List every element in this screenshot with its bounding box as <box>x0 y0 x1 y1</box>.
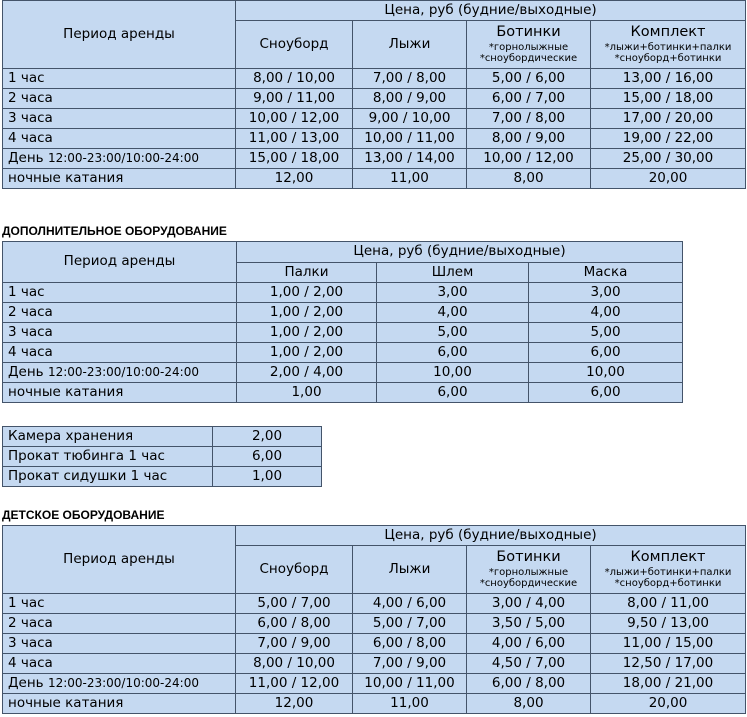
col-mask: Маска <box>529 263 683 283</box>
misc-row <box>3 467 322 487</box>
period-cell <box>3 89 236 109</box>
period-label: ночные катания <box>8 169 124 186</box>
table-row <box>3 303 683 323</box>
price-cell: 8,00 / 9,00 <box>467 129 591 149</box>
period-label: ночные катания <box>8 383 124 400</box>
price-cell: 20,00 <box>591 694 746 714</box>
misc-price: 2,00 <box>213 427 322 447</box>
col-title: Сноуборд <box>259 35 329 52</box>
period-label: День <box>8 674 44 691</box>
price-cell: 10,00 / 11,00 <box>353 674 467 694</box>
price-cell: 20,00 <box>591 169 746 189</box>
table-row <box>3 89 746 109</box>
kids-section-title: ДЕТСКОЕ ОБОРУДОВАНИЕ <box>2 508 165 522</box>
price-cell: 2,00 / 4,00 <box>237 363 377 383</box>
table-row <box>3 383 683 403</box>
price-cell: 8,00 / 9,00 <box>353 89 467 109</box>
table-row <box>3 594 746 614</box>
period-cell <box>3 323 237 343</box>
col-title: Комплект <box>630 24 706 41</box>
price-cell: 10,00 <box>377 363 529 383</box>
price-cell: 8,00 / 11,00 <box>591 594 746 614</box>
price-cell: 11,00 <box>353 169 467 189</box>
period-label: 2 часа <box>8 89 53 106</box>
period-cell <box>3 169 236 189</box>
period-label: 3 часа <box>8 323 53 340</box>
price-cell: 5,00 / 7,00 <box>236 594 353 614</box>
col-note: *горнолыжные <box>488 41 569 53</box>
misc-price: 6,00 <box>213 447 322 467</box>
price-cell: 12,00 <box>236 694 353 714</box>
price-cell: 13,00 / 14,00 <box>353 149 467 169</box>
period-cell <box>3 694 236 714</box>
price-cell: 3,00 <box>529 283 683 303</box>
misc-row <box>3 427 322 447</box>
price-cell: 15,00 / 18,00 <box>236 149 353 169</box>
price-cell: 6,00 / 8,00 <box>236 614 353 634</box>
price-cell: 8,00 / 10,00 <box>236 654 353 674</box>
period-label: День <box>8 363 44 380</box>
period-cell <box>3 303 237 323</box>
table-row <box>3 169 746 189</box>
price-cell: 6,00 / 8,00 <box>353 634 467 654</box>
price-cell: 5,00 / 7,00 <box>353 614 467 634</box>
table-row <box>3 149 746 169</box>
price-cell: 11,00 / 15,00 <box>591 634 746 654</box>
price-cell: 4,00 / 6,00 <box>353 594 467 614</box>
price-cell: 4,50 / 7,00 <box>467 654 591 674</box>
period-time: 12:00-23:00/10:00-24:00 <box>47 150 199 165</box>
col-snowboard <box>236 546 353 594</box>
price-cell: 11,00 / 13,00 <box>236 129 353 149</box>
col-title: Ботинки <box>496 549 561 566</box>
price-cell: 8,00 <box>467 694 591 714</box>
price-header: Цена, руб (будние/выходные) <box>236 526 746 546</box>
col-title: Ботинки <box>496 24 561 41</box>
price-cell: 19,00 / 22,00 <box>591 129 746 149</box>
price-cell: 12,00 <box>236 169 353 189</box>
period-cell <box>3 634 236 654</box>
period-cell <box>3 383 237 403</box>
col-boots <box>467 21 591 69</box>
price-cell: 1,00 / 2,00 <box>237 343 377 363</box>
period-label: ночные катания <box>8 694 124 711</box>
period-label: 3 часа <box>8 109 53 126</box>
col-note: *сноубордические <box>479 53 578 65</box>
price-cell: 1,00 <box>237 383 377 403</box>
table-row <box>3 694 746 714</box>
period-cell <box>3 69 236 89</box>
table-row <box>3 109 746 129</box>
table-row <box>3 634 746 654</box>
table-row <box>3 323 683 343</box>
period-label: 2 часа <box>8 303 53 320</box>
price-cell: 10,00 <box>529 363 683 383</box>
price-cell: 6,00 <box>377 383 529 403</box>
col-note: *сноуборд+ботинки <box>614 53 722 65</box>
col-note: *лыжи+ботинки+палки <box>604 566 732 578</box>
period-cell <box>3 149 236 169</box>
price-cell: 1,00 / 2,00 <box>237 323 377 343</box>
misc-name: Прокат сидушки 1 час <box>3 467 213 487</box>
col-title: Комплект <box>630 549 706 566</box>
misc-name: Прокат тюбинга 1 час <box>3 447 213 467</box>
price-header: Цена, руб (будние/выходные) <box>236 1 746 21</box>
price-cell: 1,00 / 2,00 <box>237 283 377 303</box>
period-label: 2 часа <box>8 614 53 631</box>
price-cell: 8,00 / 10,00 <box>236 69 353 89</box>
period-label: 4 часа <box>8 129 53 146</box>
price-cell: 4,00 <box>529 303 683 323</box>
col-set <box>591 546 746 594</box>
period-cell <box>3 614 236 634</box>
price-cell: 4,00 <box>377 303 529 323</box>
table-row <box>3 363 683 383</box>
period-label: День <box>8 149 44 166</box>
price-cell: 5,00 <box>529 323 683 343</box>
main-price-table <box>2 0 746 189</box>
period-cell <box>3 674 236 694</box>
price-cell: 10,00 / 11,00 <box>353 129 467 149</box>
price-cell: 25,00 / 30,00 <box>591 149 746 169</box>
col-skis <box>353 21 467 69</box>
price-cell: 7,00 / 9,00 <box>353 654 467 674</box>
price-cell: 6,00 <box>529 383 683 403</box>
price-cell: 5,00 <box>377 323 529 343</box>
extra-section-title: ДОПОЛНИТЕЛЬНОЕ ОБОРУДОВАНИЕ <box>2 224 227 238</box>
col-note: *сноубордические <box>479 578 578 590</box>
price-cell: 9,00 / 10,00 <box>353 109 467 129</box>
price-cell: 3,00 / 4,00 <box>467 594 591 614</box>
price-cell: 4,00 / 6,00 <box>467 634 591 654</box>
price-cell: 15,00 / 18,00 <box>591 89 746 109</box>
price-cell: 6,00 / 7,00 <box>467 89 591 109</box>
price-cell: 3,50 / 5,00 <box>467 614 591 634</box>
table-row <box>3 129 746 149</box>
price-cell: 11,00 <box>353 694 467 714</box>
period-label: 1 час <box>8 69 45 86</box>
period-header: Период аренды <box>3 242 237 283</box>
period-header: Период аренды <box>3 1 236 69</box>
price-cell: 17,00 / 20,00 <box>591 109 746 129</box>
table-row <box>3 343 683 363</box>
col-note: *лыжи+ботинки+палки <box>604 41 732 53</box>
price-cell: 3,00 <box>377 283 529 303</box>
col-snowboard <box>236 21 353 69</box>
period-cell <box>3 343 237 363</box>
price-cell: 6,00 <box>529 343 683 363</box>
table-row <box>3 283 683 303</box>
col-title: Лыжи <box>388 35 431 52</box>
period-label: 1 час <box>8 594 45 611</box>
table-row <box>3 614 746 634</box>
price-cell: 11,00 / 12,00 <box>236 674 353 694</box>
period-cell <box>3 109 236 129</box>
period-label: 1 час <box>8 283 45 300</box>
price-cell: 7,00 / 8,00 <box>467 109 591 129</box>
price-cell: 8,00 <box>467 169 591 189</box>
misc-name: Камера хранения <box>3 427 213 447</box>
price-cell: 9,50 / 13,00 <box>591 614 746 634</box>
misc-price-table <box>2 426 322 487</box>
price-cell: 7,00 / 9,00 <box>236 634 353 654</box>
col-boots <box>467 546 591 594</box>
table-row <box>3 654 746 674</box>
extra-price-table <box>2 241 683 403</box>
col-note: *горнолыжные <box>488 566 569 578</box>
price-header: Цена, руб (будние/выходные) <box>237 242 683 263</box>
price-cell: 10,00 / 12,00 <box>467 149 591 169</box>
misc-row <box>3 447 322 467</box>
price-cell: 13,00 / 16,00 <box>591 69 746 89</box>
price-cell: 10,00 / 12,00 <box>236 109 353 129</box>
period-time: 12:00-23:00/10:00-24:00 <box>47 364 199 379</box>
price-cell: 6,00 <box>377 343 529 363</box>
period-label: 4 часа <box>8 654 53 671</box>
price-cell: 12,50 / 17,00 <box>591 654 746 674</box>
period-cell <box>3 129 236 149</box>
period-cell <box>3 363 237 383</box>
misc-price: 1,00 <box>213 467 322 487</box>
price-cell: 7,00 / 8,00 <box>353 69 467 89</box>
period-label: 4 часа <box>8 343 53 360</box>
table-row <box>3 69 746 89</box>
col-poles: Палки <box>237 263 377 283</box>
col-note: *сноуборд+ботинки <box>614 578 722 590</box>
col-title: Лыжи <box>388 560 431 577</box>
col-title: Сноуборд <box>259 560 329 577</box>
period-cell <box>3 594 236 614</box>
period-cell <box>3 654 236 674</box>
period-header: Период аренды <box>3 526 236 594</box>
col-skis <box>353 546 467 594</box>
price-cell: 6,00 / 8,00 <box>467 674 591 694</box>
col-set <box>591 21 746 69</box>
period-time: 12:00-23:00/10:00-24:00 <box>47 675 199 690</box>
table-row <box>3 674 746 694</box>
col-helmet: Шлем <box>377 263 529 283</box>
kids-price-table <box>2 525 746 714</box>
price-cell: 1,00 / 2,00 <box>237 303 377 323</box>
period-cell <box>3 283 237 303</box>
period-label: 3 часа <box>8 634 53 651</box>
price-cell: 18,00 / 21,00 <box>591 674 746 694</box>
price-cell: 5,00 / 6,00 <box>467 69 591 89</box>
price-cell: 9,00 / 11,00 <box>236 89 353 109</box>
